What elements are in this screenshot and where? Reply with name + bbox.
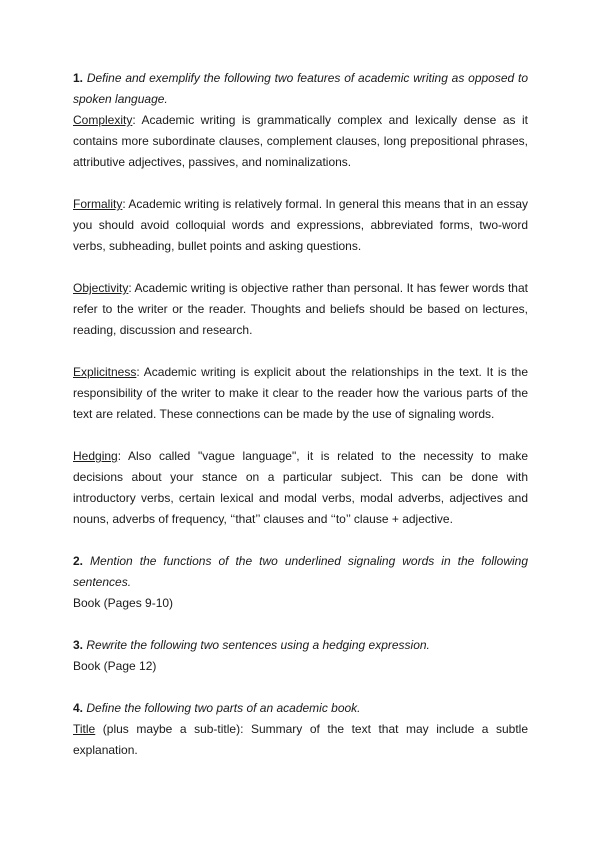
spacer — [73, 614, 528, 635]
question-3 — [73, 635, 528, 656]
answer-explicitness — [73, 362, 528, 425]
question-number: 1. — [73, 71, 84, 85]
term-complexity: Complexity — [73, 113, 133, 127]
definition-objectivity: Academic writing is objective rather than personal. It has fewer words that refer to the writer or the reader. Thoughts and beliefs should be based on lectures, reading, discussion and research. — [73, 281, 528, 337]
question-prompt: Rewrite the following two sentences using a hedging expression. — [86, 638, 430, 652]
term-hedging: Hedging — [73, 449, 118, 463]
answer-reference: Book (Pages 9-10) — [73, 596, 174, 610]
question-number: 3. — [73, 638, 84, 652]
spacer — [73, 257, 528, 278]
answer-hedging — [73, 446, 528, 530]
definition-complexity: Academic writing is grammatically complex and lexically dense as it contains more subordinate clauses, complement clauses, long prepositional phrases, attributive adjectives, passives, and nominalizations. — [73, 113, 528, 169]
answer-complexity — [73, 110, 528, 173]
separator: : — [117, 449, 129, 463]
definition-formality: Academic writing is relatively formal. In general this means that in an essay you should avoid colloquial words and expressions, abbreviated forms, two-word verbs, subheading, bullet points and asking questions. — [73, 197, 528, 253]
separator: : — [136, 365, 144, 379]
spacer — [73, 677, 528, 698]
question-prompt: Mention the functions of the two underlined signaling words in the following sentences. — [73, 554, 528, 589]
term-formality: Formality — [73, 197, 123, 211]
spacer — [73, 341, 528, 362]
answer-reference: Book (Page 12) — [73, 659, 157, 673]
separator: : — [122, 197, 129, 211]
term-title: Title — [73, 722, 96, 736]
question-prompt: Define the following two parts of an academic book. — [86, 701, 361, 715]
term-objectivity: Objectivity — [73, 281, 129, 295]
question-number: 2. — [73, 554, 84, 568]
definition-title: (plus maybe a sub-title): Summary of the text that may include a subtle explanation. — [73, 722, 528, 757]
document-page — [73, 68, 528, 761]
answer-formality — [73, 194, 528, 257]
question-1 — [73, 68, 528, 110]
separator — [95, 722, 103, 736]
answer-objectivity — [73, 278, 528, 341]
separator: : — [128, 281, 135, 295]
question-prompt: Define and exemplify the following two features of academic writing as opposed to spoken language. — [73, 71, 528, 106]
definition-explicitness: Academic writing is explicit about the relationships in the text. It is the responsibility of the writer to make it clear to the reader how the various parts of the text are related. These connections can be made by the use of signaling words. — [73, 365, 528, 421]
answer-title — [73, 719, 528, 761]
definition-hedging: Also called "vague language", it is related to the necessity to make decisions about your stance on a particular subject. This can be done with introductory verbs, certain lexical and modal verbs, modal adverbs, adjectives and nouns, adverbs of frequency, ‘‘that’’ clauses and ‘‘to’’ clause + adjective. — [73, 449, 528, 526]
term-explicitness: Explicitness — [73, 365, 137, 379]
question-4 — [73, 698, 528, 719]
question-number: 4. — [73, 701, 84, 715]
spacer — [73, 530, 528, 551]
question-2 — [73, 551, 528, 593]
separator: : — [132, 113, 142, 127]
spacer — [73, 425, 528, 446]
spacer — [73, 173, 528, 194]
